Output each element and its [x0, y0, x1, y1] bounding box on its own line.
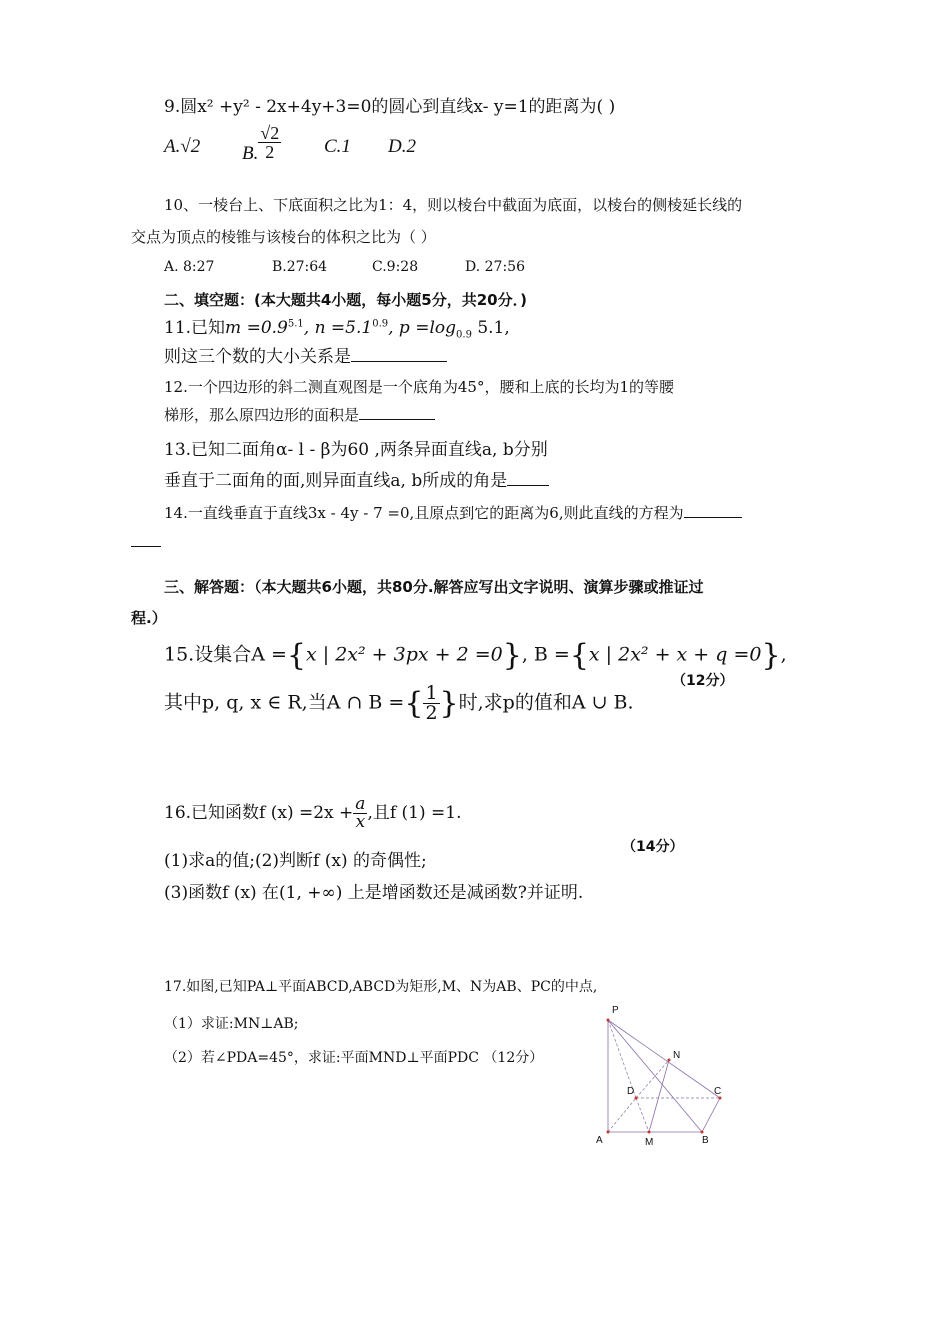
- label-a: A: [596, 1135, 603, 1146]
- q9-option-c: C.1: [324, 136, 351, 157]
- label-d: D: [627, 1086, 635, 1097]
- q17-part1: （1）求证:MN⊥AB;: [164, 1016, 299, 1032]
- q11-n-exponent: 0.9: [372, 318, 389, 330]
- label-n: N: [673, 1050, 681, 1061]
- q11-prefix: 11.已知: [164, 318, 226, 338]
- edge-bc: [702, 1098, 720, 1132]
- q11-p-base: 0.9: [456, 329, 472, 341]
- q13-stem-line2: [164, 466, 549, 491]
- q11-m: m =0.9: [225, 318, 288, 338]
- q16-line3: (3)函数f (x) 在(1, +∞) 上是增函数还是减函数?并证明.: [164, 883, 584, 903]
- q15-line2: 其中p, q, x ∈ R,当A ∩ B ={ $\frac{1}{2}$ }时,求p的值和A ∪ B.: [164, 682, 634, 724]
- q13-question: 垂直于二面角的面,则异面直线a, b所成的角是: [164, 471, 508, 491]
- q12-stem-line2: [164, 404, 435, 425]
- q11-p: , p =log: [388, 318, 457, 338]
- q17-stem: 17.如图,已知PA⊥平面ABCD,ABCD为矩形,M、N为AB、PC的中点,: [164, 979, 598, 995]
- q10-option-a: A. 8:27: [164, 259, 215, 275]
- q15-score: （12分）: [672, 673, 734, 689]
- q10-stem-line1: 10、一棱台上、下底面积之比为1：4，则以棱台中截面为底面，以棱台的侧棱延长线的: [164, 196, 743, 214]
- q15-label-a: 15.设集合A =: [164, 643, 287, 666]
- q17-part2: （2）若∠PDA=45°，求证:平面MND⊥平面PDC （12分）: [164, 1050, 544, 1066]
- q15-fraction-numerator: 1: [425, 682, 438, 704]
- q12-question: 梯形，那么原四边形的面积是: [164, 406, 360, 424]
- q11-p-tail: 5.1,: [471, 318, 510, 338]
- section3-heading-line1: 三、解答题：（本大题共6小题，共80分.解答应写出文字说明、演算步骤或推证过: [164, 578, 704, 596]
- q13-answer-blank[interactable]: [507, 485, 549, 486]
- q16-fraction-denominator: x: [355, 812, 366, 832]
- pyramid-figure: [590, 1000, 740, 1150]
- q9-stem: 9.圆x² +y² - 2x+4y+3=0的圆心到直线x- y=1的距离为( ): [164, 97, 616, 117]
- q16-line2: (1)求a的值;(2)判断f (x) 的奇偶性;: [164, 851, 427, 871]
- q16-condition: ,且f (1) =1.: [367, 803, 462, 823]
- q15-condition: 其中p, q, x ∈ R,当A ∩ B =: [164, 691, 405, 714]
- label-c: C: [714, 1086, 722, 1097]
- q11-answer-blank[interactable]: [351, 361, 447, 362]
- q16-line1: [164, 796, 462, 831]
- q12-answer-blank[interactable]: [359, 419, 435, 420]
- edge-ad: [608, 1098, 636, 1132]
- q11-stem-line1: [164, 313, 510, 340]
- q10-option-c: C.9:28: [372, 259, 419, 275]
- section2-heading: 二、填空题：(本大题共4小题，每小题5分，共20分．): [164, 291, 527, 309]
- q14-answer-blank-continued[interactable]: [131, 532, 161, 547]
- q15-line1: 15.设集合A ={x | 2x² + 3px + 2 =0}, B ={x | 2x² + x + q =0},: [164, 638, 787, 673]
- label-b: B: [702, 1135, 709, 1146]
- q15-set-b: x | 2x² + x + q =0: [588, 643, 762, 666]
- q14-stem-line1: [164, 502, 742, 523]
- q9-option-d: D.2: [388, 136, 416, 157]
- q13-stem-line1: 13.已知二面角α- l - β为60 ,两条异面直线a, b分别: [164, 440, 548, 460]
- q9-option-a: A.√2: [164, 136, 201, 157]
- q9-option-b-denominator: 2: [265, 142, 275, 162]
- q10-stem-line2: 交点为顶点的棱锥与该棱台的体积之比为（ ）: [131, 228, 436, 246]
- line-dm: [636, 1098, 649, 1132]
- q9-option-b-prefix: B.: [242, 142, 259, 164]
- q11-stem-line2: [164, 342, 447, 367]
- q12-stem-line1: 12.一个四边形的斜二测直观图是一个底角为45°，腰和上底的长均为1的等腰: [164, 378, 674, 396]
- q11-m-exponent: 5.1: [287, 318, 304, 330]
- q14-answer-blank[interactable]: [684, 517, 742, 518]
- q10-option-d: D. 27:56: [465, 259, 525, 275]
- q15-label-b: , B =: [521, 643, 570, 666]
- q11-n: , n =5.1: [303, 318, 373, 338]
- q14-question: 14.一直线垂直于直线3x - 4y - 7 =0,且原点到它的距离为6,则此直线的方程为: [164, 504, 684, 522]
- q9-option-b-numerator: √2: [260, 123, 280, 143]
- q15-comma: ,: [780, 643, 787, 666]
- line-mn: [649, 1060, 669, 1132]
- q9-option-b: [242, 123, 281, 164]
- q16-score: （14分）: [622, 839, 684, 855]
- label-m: M: [645, 1137, 654, 1148]
- q16-function: 16.已知函数f (x) =2x +: [164, 803, 354, 823]
- q15-fraction-denominator: 2: [425, 702, 438, 724]
- q10-option-b: B.27:64: [272, 259, 328, 275]
- q15-question: 时,求p的值和A ∪ B.: [458, 691, 634, 714]
- q15-set-a: x | 2x² + 3px + 2 =0: [306, 643, 503, 666]
- label-p: P: [612, 1005, 619, 1016]
- q11-question: 则这三个数的大小关系是: [164, 347, 351, 367]
- q16-fraction-numerator: a: [355, 794, 366, 814]
- section3-heading-line2: 程.）: [131, 609, 167, 627]
